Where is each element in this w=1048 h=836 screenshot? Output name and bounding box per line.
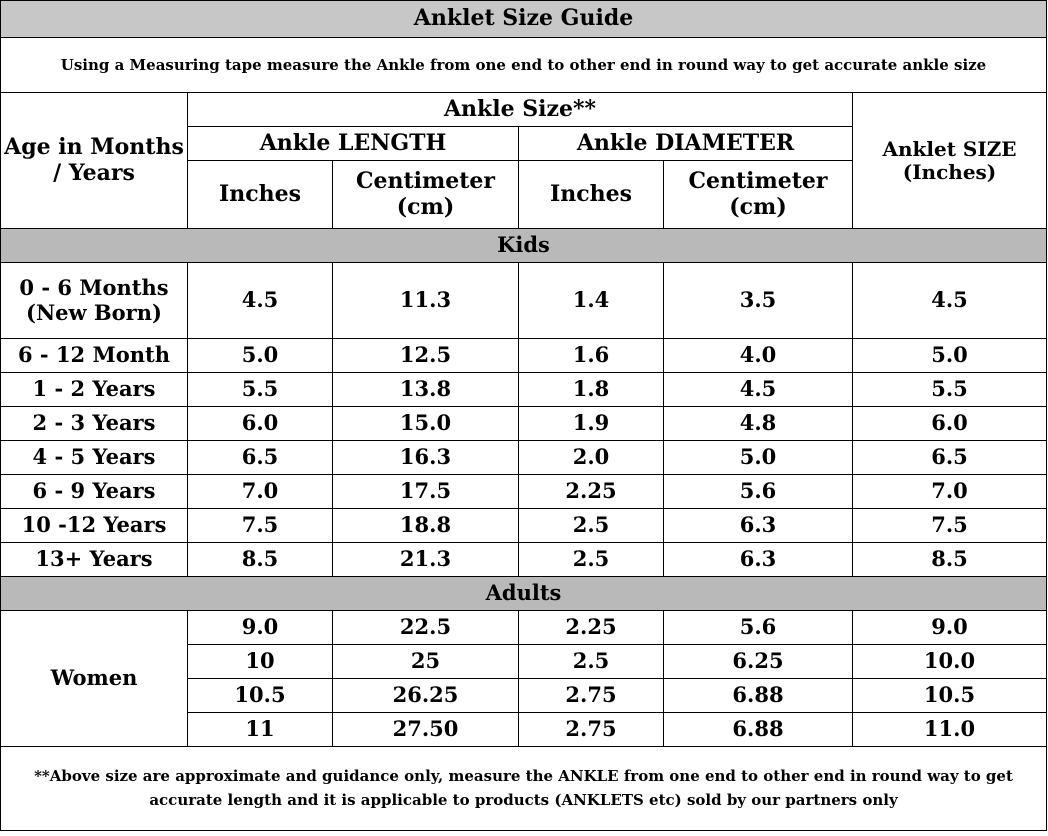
age-cell: 0 - 6 Months (New Born): [1, 263, 188, 339]
kids-section-header: Kids: [1, 229, 1047, 263]
table-title: Anklet Size Guide: [1, 1, 1047, 38]
diameter-inches-cell: 1.4: [519, 263, 664, 339]
length-cm-cell: 26.25: [333, 679, 519, 713]
anklet-size-cell: 4.5: [853, 263, 1047, 339]
length-inches-cell: 6.5: [188, 441, 333, 475]
table-row: [1, 441, 1047, 475]
length-inches-cell: 11: [188, 713, 333, 747]
table-row: [1, 475, 1047, 509]
measuring-instructions: Using a Measuring tape measure the Ankle from one end to other end in round way to get accurate ankle size: [1, 38, 1047, 93]
diameter-inches-cell: 1.6: [519, 339, 664, 373]
diameter-cm-cell: 6.3: [664, 509, 853, 543]
age-cell: 10 -12 Years: [1, 509, 188, 543]
diameter-inches-cell: 2.25: [519, 475, 664, 509]
length-inches-cell: 5.0: [188, 339, 333, 373]
anklet-size-cell: 11.0: [853, 713, 1047, 747]
diameter-inches-cell: 2.75: [519, 679, 664, 713]
anklet-size-cell: 6.5: [853, 441, 1047, 475]
age-cell: 1 - 2 Years: [1, 373, 188, 407]
length-inches-cell: 5.5: [188, 373, 333, 407]
table-row: [1, 339, 1047, 373]
anklet-size-cell: 8.5: [853, 543, 1047, 577]
length-inches-cell: 7.5: [188, 509, 333, 543]
length-inches-cell: 8.5: [188, 543, 333, 577]
diameter-cm-cell: 6.88: [664, 713, 853, 747]
length-cm-cell: 18.8: [333, 509, 519, 543]
age-cell: 2 - 3 Years: [1, 407, 188, 441]
length-inches-cell: 9.0: [188, 611, 333, 645]
table-row: [1, 509, 1047, 543]
anklet-size-cell: 7.5: [853, 509, 1047, 543]
diameter-inches-cell: 1.8: [519, 373, 664, 407]
age-cell: 6 - 9 Years: [1, 475, 188, 509]
anklet-size-cell: 10.5: [853, 679, 1047, 713]
table-row: [1, 543, 1047, 577]
diameter-cm-header: Centimeter (cm): [664, 161, 853, 229]
diameter-inches-cell: 2.5: [519, 509, 664, 543]
diameter-cm-cell: 6.88: [664, 679, 853, 713]
length-inches-cell: 7.0: [188, 475, 333, 509]
diameter-inches-header: Inches: [519, 161, 664, 229]
diameter-cm-cell: 5.0: [664, 441, 853, 475]
length-inches-cell: 10: [188, 645, 333, 679]
diameter-cm-cell: 4.8: [664, 407, 853, 441]
length-cm-cell: 21.3: [333, 543, 519, 577]
age-cell: 6 - 12 Month: [1, 339, 188, 373]
length-inches-cell: 6.0: [188, 407, 333, 441]
diameter-cm-cell: 6.25: [664, 645, 853, 679]
length-cm-cell: 13.8: [333, 373, 519, 407]
length-cm-cell: 12.5: [333, 339, 519, 373]
age-header: Age in Months / Years: [1, 93, 188, 229]
diameter-inches-cell: 2.75: [519, 713, 664, 747]
adults-section-header: Adults: [1, 577, 1047, 611]
length-inches-cell: 10.5: [188, 679, 333, 713]
length-cm-cell: 16.3: [333, 441, 519, 475]
diameter-inches-cell: 1.9: [519, 407, 664, 441]
disclaimer-footer: **Above size are approximate and guidance only, measure the ANKLE from one end to other end in round way to get accurate length and it is applicable to products (ANKLETS etc) sold by our partners only: [1, 747, 1047, 831]
anklet-size-cell: 9.0: [853, 611, 1047, 645]
length-inches-header: Inches: [188, 161, 333, 229]
table-row: [1, 373, 1047, 407]
anklet-size-cell: 10.0: [853, 645, 1047, 679]
diameter-cm-cell: 3.5: [664, 263, 853, 339]
diameter-inches-cell: 2.25: [519, 611, 664, 645]
anklet-size-cell: 5.5: [853, 373, 1047, 407]
diameter-cm-cell: 6.3: [664, 543, 853, 577]
table-row: [1, 611, 1047, 645]
length-cm-cell: 15.0: [333, 407, 519, 441]
diameter-cm-cell: 4.0: [664, 339, 853, 373]
diameter-cm-cell: 5.6: [664, 475, 853, 509]
anklet-size-header: Anklet SIZE (Inches): [853, 93, 1047, 229]
anklet-size-cell: 6.0: [853, 407, 1047, 441]
diameter-cm-cell: 4.5: [664, 373, 853, 407]
diameter-inches-cell: 2.5: [519, 543, 664, 577]
length-cm-cell: 22.5: [333, 611, 519, 645]
ankle-size-header: Ankle Size**: [188, 93, 853, 127]
age-cell: 13+ Years: [1, 543, 188, 577]
age-cell: 4 - 5 Years: [1, 441, 188, 475]
table-row: [1, 263, 1047, 339]
anklet-size-cell: 7.0: [853, 475, 1047, 509]
length-cm-cell: 25: [333, 645, 519, 679]
table-row: [1, 407, 1047, 441]
length-cm-cell: 27.50: [333, 713, 519, 747]
ankle-diameter-header: Ankle DIAMETER: [519, 127, 853, 161]
length-cm-header: Centimeter (cm): [333, 161, 519, 229]
diameter-cm-cell: 5.6: [664, 611, 853, 645]
diameter-inches-cell: 2.5: [519, 645, 664, 679]
anklet-size-cell: 5.0: [853, 339, 1047, 373]
diameter-inches-cell: 2.0: [519, 441, 664, 475]
ankle-length-header: Ankle LENGTH: [188, 127, 519, 161]
women-group-cell: Women: [1, 611, 188, 747]
length-cm-cell: 11.3: [333, 263, 519, 339]
length-cm-cell: 17.5: [333, 475, 519, 509]
length-inches-cell: 4.5: [188, 263, 333, 339]
